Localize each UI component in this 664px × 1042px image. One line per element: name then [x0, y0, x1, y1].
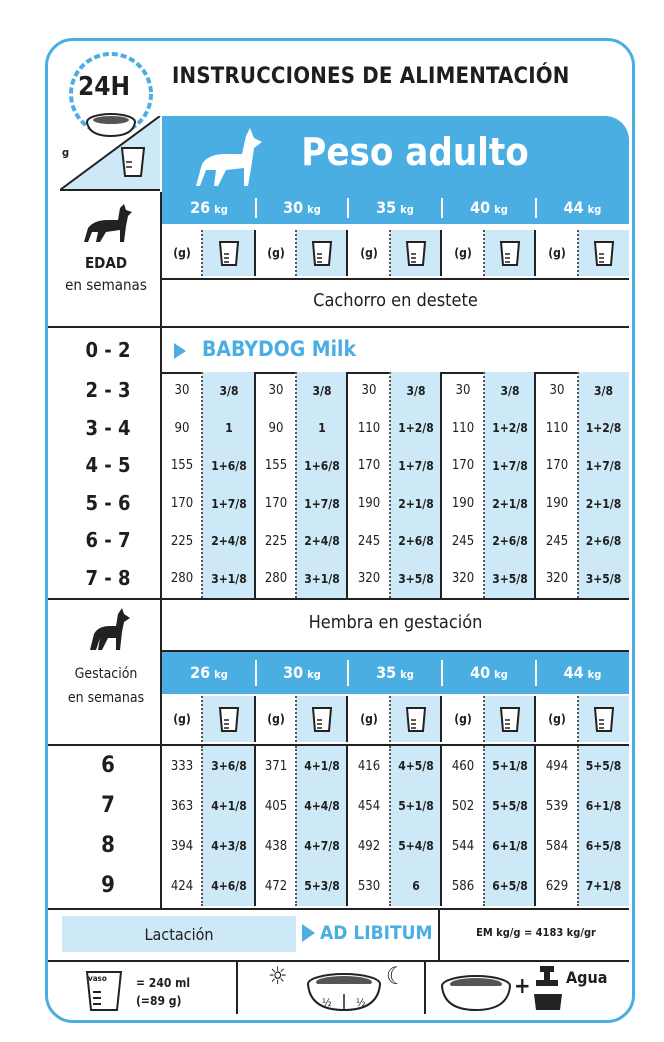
cup-volume: = 240 ml [136, 976, 191, 990]
cup-column-header [296, 696, 348, 742]
grams-column-header: (g) [173, 246, 191, 260]
grams-value: 502 [451, 798, 475, 814]
grams-value: 320 [357, 571, 381, 587]
divider [424, 962, 426, 1014]
weight-26-kg: 26 kg [190, 663, 228, 682]
weight-divider [255, 660, 257, 686]
weight-35-kg: 35 kg [376, 198, 414, 217]
grams-value: 245 [357, 533, 381, 549]
sun-icon: ☼ [268, 962, 288, 990]
water-tap-icon [532, 964, 566, 1012]
grams-value: 544 [451, 838, 475, 854]
divider [236, 962, 238, 1014]
cup-value: 4+1/8 [211, 799, 247, 813]
cup-value: 1+2/8 [492, 421, 528, 436]
grams-value: 333 [170, 758, 194, 774]
cup-value: 4+3/8 [211, 839, 247, 853]
weeks-label: 2 - 3 [85, 378, 131, 402]
grams-column-header: (g) [548, 712, 566, 726]
weight-divider [347, 198, 349, 218]
dotted-divider [201, 230, 203, 276]
grams-value: 363 [170, 798, 194, 814]
em-value: EM kg/g = 4183 kg/gr [476, 926, 596, 939]
grams-value: 586 [451, 878, 475, 894]
dotted-divider [295, 696, 297, 742]
grams-value: 438 [264, 838, 288, 854]
grams-value: 530 [357, 878, 381, 894]
grams-value: 492 [357, 838, 381, 854]
cup-value: 1+7/8 [398, 458, 434, 473]
column-divider [534, 230, 536, 276]
grams-value: 110 [357, 420, 381, 436]
cup-column-header [202, 230, 256, 276]
corner-cell [60, 116, 162, 192]
cup-text: vaso [88, 974, 107, 983]
age-label: EDAD [84, 254, 128, 272]
cup-column-header [578, 696, 629, 742]
grams-value: 245 [451, 533, 475, 549]
cup-value: 5+1/8 [398, 799, 434, 813]
female-dog-icon [86, 608, 130, 652]
weeks-label: 5 - 6 [85, 490, 131, 515]
weight-divider [255, 198, 257, 218]
weeks-label: 9 [101, 873, 115, 898]
cup-value: 5+5/8 [585, 759, 622, 773]
dotted-divider [577, 696, 579, 742]
dotted-divider [577, 230, 579, 276]
weeks-label: 3 - 4 [85, 415, 131, 440]
grams-value: 110 [545, 420, 569, 436]
milk-label: BABYDOG Milk [202, 337, 357, 361]
gestation-label: Gestación [74, 666, 138, 682]
grams-value: 320 [451, 571, 475, 587]
cup-value: 1+7/8 [211, 496, 247, 511]
cup-value: 1+6/8 [304, 458, 340, 473]
column-divider [534, 696, 536, 742]
weaning-section: Cachorro en destete [313, 290, 478, 311]
half-right: ½ [356, 996, 366, 1009]
ad-libitum-label: AD LIBITUM [320, 922, 433, 944]
weight-40-kg: 40 kg [470, 198, 508, 217]
cup-value: 2+6/8 [492, 534, 528, 549]
cup-column-header [390, 230, 442, 276]
cup-value: 5+4/8 [398, 839, 434, 853]
grams-value: 155 [264, 458, 288, 474]
column-divider [440, 230, 442, 276]
cup-value: 5+5/8 [492, 799, 528, 813]
grams-value: 170 [264, 496, 288, 512]
weeks-label: 6 - 7 [85, 528, 131, 553]
row-line [48, 960, 629, 962]
row-line [48, 326, 629, 328]
grams-value: 629 [545, 878, 569, 894]
cup-value: 2+6/8 [585, 534, 622, 549]
grams-value: 280 [264, 571, 288, 587]
grams-value: 460 [451, 758, 475, 774]
gestation-section: Hembra en gestación [308, 612, 483, 633]
weeks-label: 4 - 5 [85, 453, 131, 478]
column-divider [254, 696, 256, 742]
grams-value: 280 [170, 571, 194, 587]
cup-value: 5+3/8 [304, 879, 340, 893]
cup-column-header [484, 230, 536, 276]
grams-value: 225 [170, 533, 194, 549]
dotted-divider [389, 230, 391, 276]
cup-column-header [484, 696, 536, 742]
cup-value: 7+1/8 [585, 879, 622, 893]
weight-divider [441, 660, 443, 686]
grams-value: 394 [170, 838, 194, 854]
cup-value: 4+1/8 [304, 759, 340, 773]
weight-divider [347, 660, 349, 686]
dotted-divider [201, 696, 203, 742]
grams-value: 584 [545, 838, 569, 854]
column-divider [346, 230, 348, 276]
grams-value: 494 [545, 758, 569, 774]
grams-value: 424 [170, 878, 194, 894]
cup-value: 2+4/8 [304, 534, 340, 549]
dog-icon [188, 124, 268, 190]
cup-value: 6+5/8 [492, 879, 528, 893]
moon-icon: ☾ [386, 962, 406, 990]
grams-value: 170 [545, 458, 569, 474]
page-title: INSTRUCCIONES DE ALIMENTACIÓN [172, 64, 570, 89]
row-line [48, 908, 629, 910]
cup-value: 1+6/8 [211, 458, 247, 473]
cup-column-header [202, 696, 256, 742]
grams-value: 371 [264, 758, 288, 774]
column-divider [440, 696, 442, 742]
grams-value: 170 [357, 458, 381, 474]
cup-value: 6+1/8 [492, 839, 528, 853]
column-divider [346, 696, 348, 742]
age-sub-label: en semanas [65, 276, 147, 294]
cup-value: 1 [225, 421, 233, 436]
weight-44-kg: 44 kg [563, 663, 602, 682]
water-label: Agua [566, 968, 608, 987]
grams-value: 190 [545, 496, 569, 512]
cup-value: 2+4/8 [211, 534, 247, 549]
weight-30-kg: 30 kg [283, 198, 321, 217]
grams-column-header: (g) [267, 712, 285, 726]
cup-value: 3+5/8 [492, 571, 528, 586]
cup-value: 4+6/8 [211, 879, 247, 893]
grams-value: 170 [170, 496, 194, 512]
column-divider [254, 230, 256, 276]
cup-value: 3/8 [406, 383, 426, 398]
grams-column-header: (g) [454, 246, 472, 260]
24h-badge: 24H [78, 72, 131, 102]
dotted-divider [389, 696, 391, 742]
grams-value: 30 [455, 383, 471, 399]
weeks-label: 0 - 2 [85, 338, 131, 362]
dotted-divider [483, 230, 485, 276]
cup-value: 1+7/8 [492, 458, 528, 473]
grams-value: 454 [357, 798, 381, 814]
adult-dog-icon [82, 204, 132, 244]
cup-value: 1+2/8 [398, 421, 434, 436]
grams-column-header: (g) [454, 712, 472, 726]
banner-title: Peso adulto [301, 130, 529, 174]
grams-value: 90 [174, 420, 190, 436]
gestation-sub-label: en semanas [67, 690, 145, 706]
weight-44-kg: 44 kg [563, 198, 602, 217]
food-bowl-icon [438, 970, 514, 1014]
weight-30-kg: 30 kg [283, 663, 321, 682]
cup-column-header [296, 230, 348, 276]
cup-value: 6+1/8 [585, 799, 622, 813]
cup-value: 2+1/8 [492, 496, 528, 511]
weight-26-kg: 26 kg [190, 198, 228, 217]
cup-value: 2+1/8 [398, 496, 434, 511]
row-line [162, 278, 629, 280]
play-arrow-icon [174, 343, 186, 359]
grams-value: 320 [545, 571, 569, 587]
grams-value: 30 [549, 383, 565, 399]
cup-value: 1 [318, 421, 326, 436]
cup-icon [120, 144, 146, 178]
row-line [48, 598, 629, 600]
grams-value: 110 [451, 420, 475, 436]
weight-divider [441, 198, 443, 218]
cup-value: 3/8 [500, 383, 520, 398]
dotted-divider [295, 230, 297, 276]
cup-value: 1+2/8 [585, 421, 622, 436]
cup-value: 3+5/8 [585, 571, 622, 586]
weeks-label: 7 - 8 [85, 566, 131, 590]
grams-value: 245 [545, 533, 569, 549]
grams-column-header: (g) [360, 246, 378, 260]
cup-value: 3/8 [312, 383, 332, 398]
grams-value: 539 [545, 798, 569, 814]
lactation-label: Lactación [62, 916, 296, 952]
grams-value: 30 [174, 383, 190, 399]
grams-value: 190 [357, 496, 381, 512]
cup-column-header [390, 696, 442, 742]
cup-value: 3/8 [219, 383, 239, 398]
cup-value: 3+1/8 [211, 571, 247, 586]
cup-value: 5+1/8 [492, 759, 528, 773]
weight-divider [535, 198, 537, 218]
cup-value: 1+7/8 [304, 496, 340, 511]
grams-column-header: (g) [548, 246, 566, 260]
bowl-icon [302, 966, 386, 1014]
weeks-label: 6 [101, 753, 115, 778]
weight-35-kg: 35 kg [376, 663, 414, 682]
grams-column-header: (g) [173, 712, 191, 726]
cup-value: 6 [412, 879, 420, 893]
cup-value: 2+6/8 [398, 534, 434, 549]
grams-value: 155 [170, 458, 194, 474]
cup-value: 4+5/8 [398, 759, 434, 773]
grams-column-header: (g) [267, 246, 285, 260]
plus-icon: + [514, 974, 531, 999]
cup-value: 6+5/8 [585, 839, 622, 853]
grams-value: 472 [264, 878, 288, 894]
grams-column-header: (g) [360, 712, 378, 726]
grams-value: 405 [264, 798, 288, 814]
grams-value: 30 [361, 383, 377, 399]
weeks-label: 8 [101, 833, 115, 858]
play-arrow-icon [302, 924, 315, 942]
cup-column-header [578, 230, 629, 276]
grams-value: 416 [357, 758, 381, 774]
cup-value: 3+1/8 [304, 571, 340, 586]
dotted-divider [483, 696, 485, 742]
grams-value: 170 [451, 458, 475, 474]
cup-value: 4+4/8 [304, 799, 340, 813]
cup-value: 3+5/8 [398, 571, 434, 586]
cup-value: 4+7/8 [304, 839, 340, 853]
cup-value: 3+6/8 [211, 759, 247, 773]
grams-value: 225 [264, 533, 288, 549]
grams-value: 30 [268, 383, 284, 399]
weight-40-kg: 40 kg [470, 663, 508, 682]
weight-divider [535, 660, 537, 686]
half-left: ½ [322, 996, 332, 1009]
weeks-label: 7 [101, 793, 115, 818]
cup-value: 3/8 [594, 383, 613, 398]
cup-weight: (=89 g) [136, 994, 182, 1008]
grams-value: 90 [268, 420, 284, 436]
grams-label: g [62, 146, 70, 159]
grams-value: 190 [451, 496, 475, 512]
cup-value: 1+7/8 [585, 458, 622, 473]
divider [438, 910, 440, 960]
cup-value: 2+1/8 [585, 496, 622, 511]
